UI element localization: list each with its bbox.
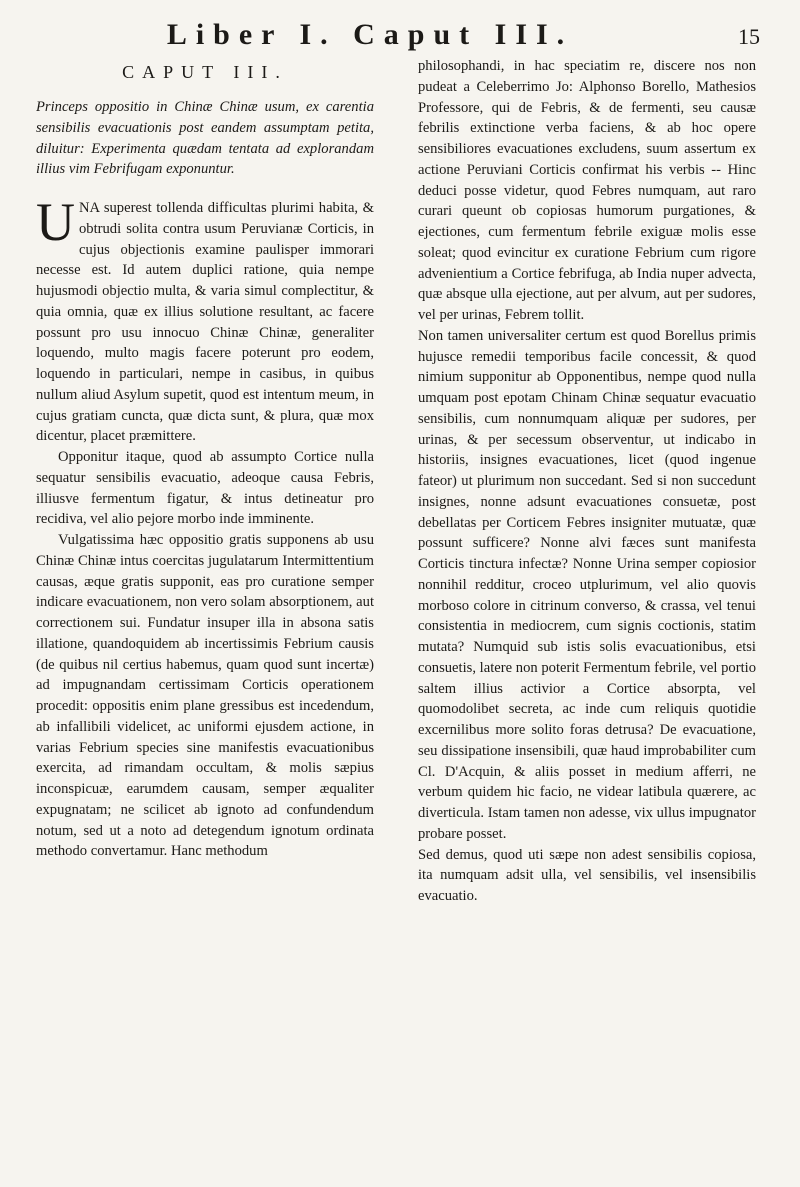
right-column (418, 56, 756, 1171)
chapter-summary: Princeps oppositio in Chinæ Chinæ usum, ex carentia sensibilis evacuationis post eandem assumptam petita, diluitur: Experimenta quædam tentata ad explorandam illius vim Febrifugam exponuntur. (36, 99, 374, 178)
paragraph-1-text: NA superest tollenda difficultas plurimi habita, & obtrudi solita contra usum Peruvianæ Corticis, in cujus objectionis examine paulisper immorari necesse est. Id autem duplici ratione, quia nempe hujusmodi objectio multa, & varia simul complectitur, & quia omnia, quæ ex illius solutione resultant, ac facere possunt pro usu innocuo Chinæ Chinæ, generaliter loquendo, multo magis facere poterunt pro eodem, loquendo in particulari, nempe in casibus, in quibus nullum aliud Asylum supetit, quod est intentum meum, in cujus gratiam cuncta, quæ dicta sunt, & plura, quæ mox dicentur, placet præmittere. (36, 200, 374, 445)
chapter-heading: CAPUT III. (122, 62, 288, 82)
paragraph-5: Non tamen universaliter certum est quod Borellus primis hujusce remedii temporibus facile concessit, & quod nimium supponitur ab Opponentibus, nempe quod nulla umquam post epotam Chinam Chinæ sequatur evacuatio sensibilis, cum nonnumquam aliquæ per sudores, per urinas, & per secessum observentur, ut indicabo in historiis, insignes evacuationes, licet (quod ingenue fateor) ut plurimum non succedant. Sed si non succedunt insignes, nonne adsunt evacuationes consuetæ, post debellatas per Corticem Febres insigniter mutuatæ, quæ possunt sufficere? Nonne alvi fæces sunt manifesta Corticis tinctura infectæ? Nonne Urina semper copiosior nonnihil redditur, croceo utplurimum, vel alio quovis morboso colore in citrinum converso, & crassa, vel tenui consistentia in mediocrem, cum signis coctionis, statim mutata? Numquid sub istis solis evacuationibus, etsi consuetis, latere non poterit Fermentum febrile, vel portio saltem illius activior a Cortice absorpta, vel quomodolibet secreta, ac inde cum reliquis quotidie excernilibus more solito foras detrusa? De evacuatione, seu dissipatione insensibili, quæ haud improbabiliter cum Cl. D'Acquin, & aliis posset in medium afferri, ne verbum quidem hic facio, ne videar latibula quærere, ac diverticula. Istam tamen non adesse, vix ullus impugnator probare posset. (418, 327, 756, 842)
paragraph-2: Opponitur itaque, quod ab assumpto Cortice nulla sequatur sensibilis evacuatio, adeoque causa Febris, illiusve fermentum figatur, & intus detineatur pro recidiva, vel alio pejore morbo inde imminente. (36, 449, 374, 528)
left-column (36, 60, 374, 1175)
paragraph-3: Vulgatissima hæc oppositio gratis supponens ab usu Chinæ Chinæ intus coercitas jugulatarum Intermittentium causas, æque gratis supponit, eas pro curatione semper indicare evacuationem, non vero solam absorptionem, aut correctionem sui. Fundatur insuper illa in absona satis illatione, quandoquidem ab incertissimis Febrium causis (de quibus nil certius habemus, quam quod sunt incertæ) ad impugnandam certissimam Corticis operationem procedit: oppositis enim plane gressibus est incedendum, ab infallibili videlicet, ac uniformi ejusdem actione, in varias Febrium species sine manifestis evacuationibus exercita, ad rimandam occultam, & molis sæpius inconspicuæ, earumdem causam, semper æqualiter expugnatam; ne scilicet ab ignoto ad confundendum notum, sed ut a noto ad detegendum ignotum ordinata methodo convertamur. Hanc methodum (36, 532, 374, 860)
running-head (40, 18, 760, 54)
drop-cap: U (36, 192, 75, 253)
page-number: 15 (738, 24, 760, 49)
running-head-title: Liber I. Caput III. (166, 18, 574, 51)
paragraph-1 (36, 192, 374, 447)
paragraph-6: Sed demus, quod uti sæpe non adest sensibilis copiosa, ita numquam adsit ulla, vel sensibilis, vel insensibilis evacuatio. (418, 846, 756, 904)
paragraph-4: philosophandi, in hac speciatim re, discere nos non pudeat a Celeberrimo Jo: Alphonso Borello, Mathesios Professore, qui de Febris, & de fermenti, seu causæ febrilis extinctione verba faciens, & ab hoc opere sensibiliores evacuationes excludens, suum assertum ex actione Peruviani Corticis confirmat his verbis -- Hinc deduci posse videtur, quod Febres numquam, aut raro curari queunt ob copiosas humorum purgationes, & ejectiones, cum fermentum febrile exiguæ molis esse soleat; quod evincitur ex curatione Febrium cum rigore advenientium a Cortice febrifuga, ab India nuper advecta, quæ absque ulla ejectione, aut per alvum, aut per sudores, vel per urinas, Febrem tollit. (418, 58, 756, 323)
